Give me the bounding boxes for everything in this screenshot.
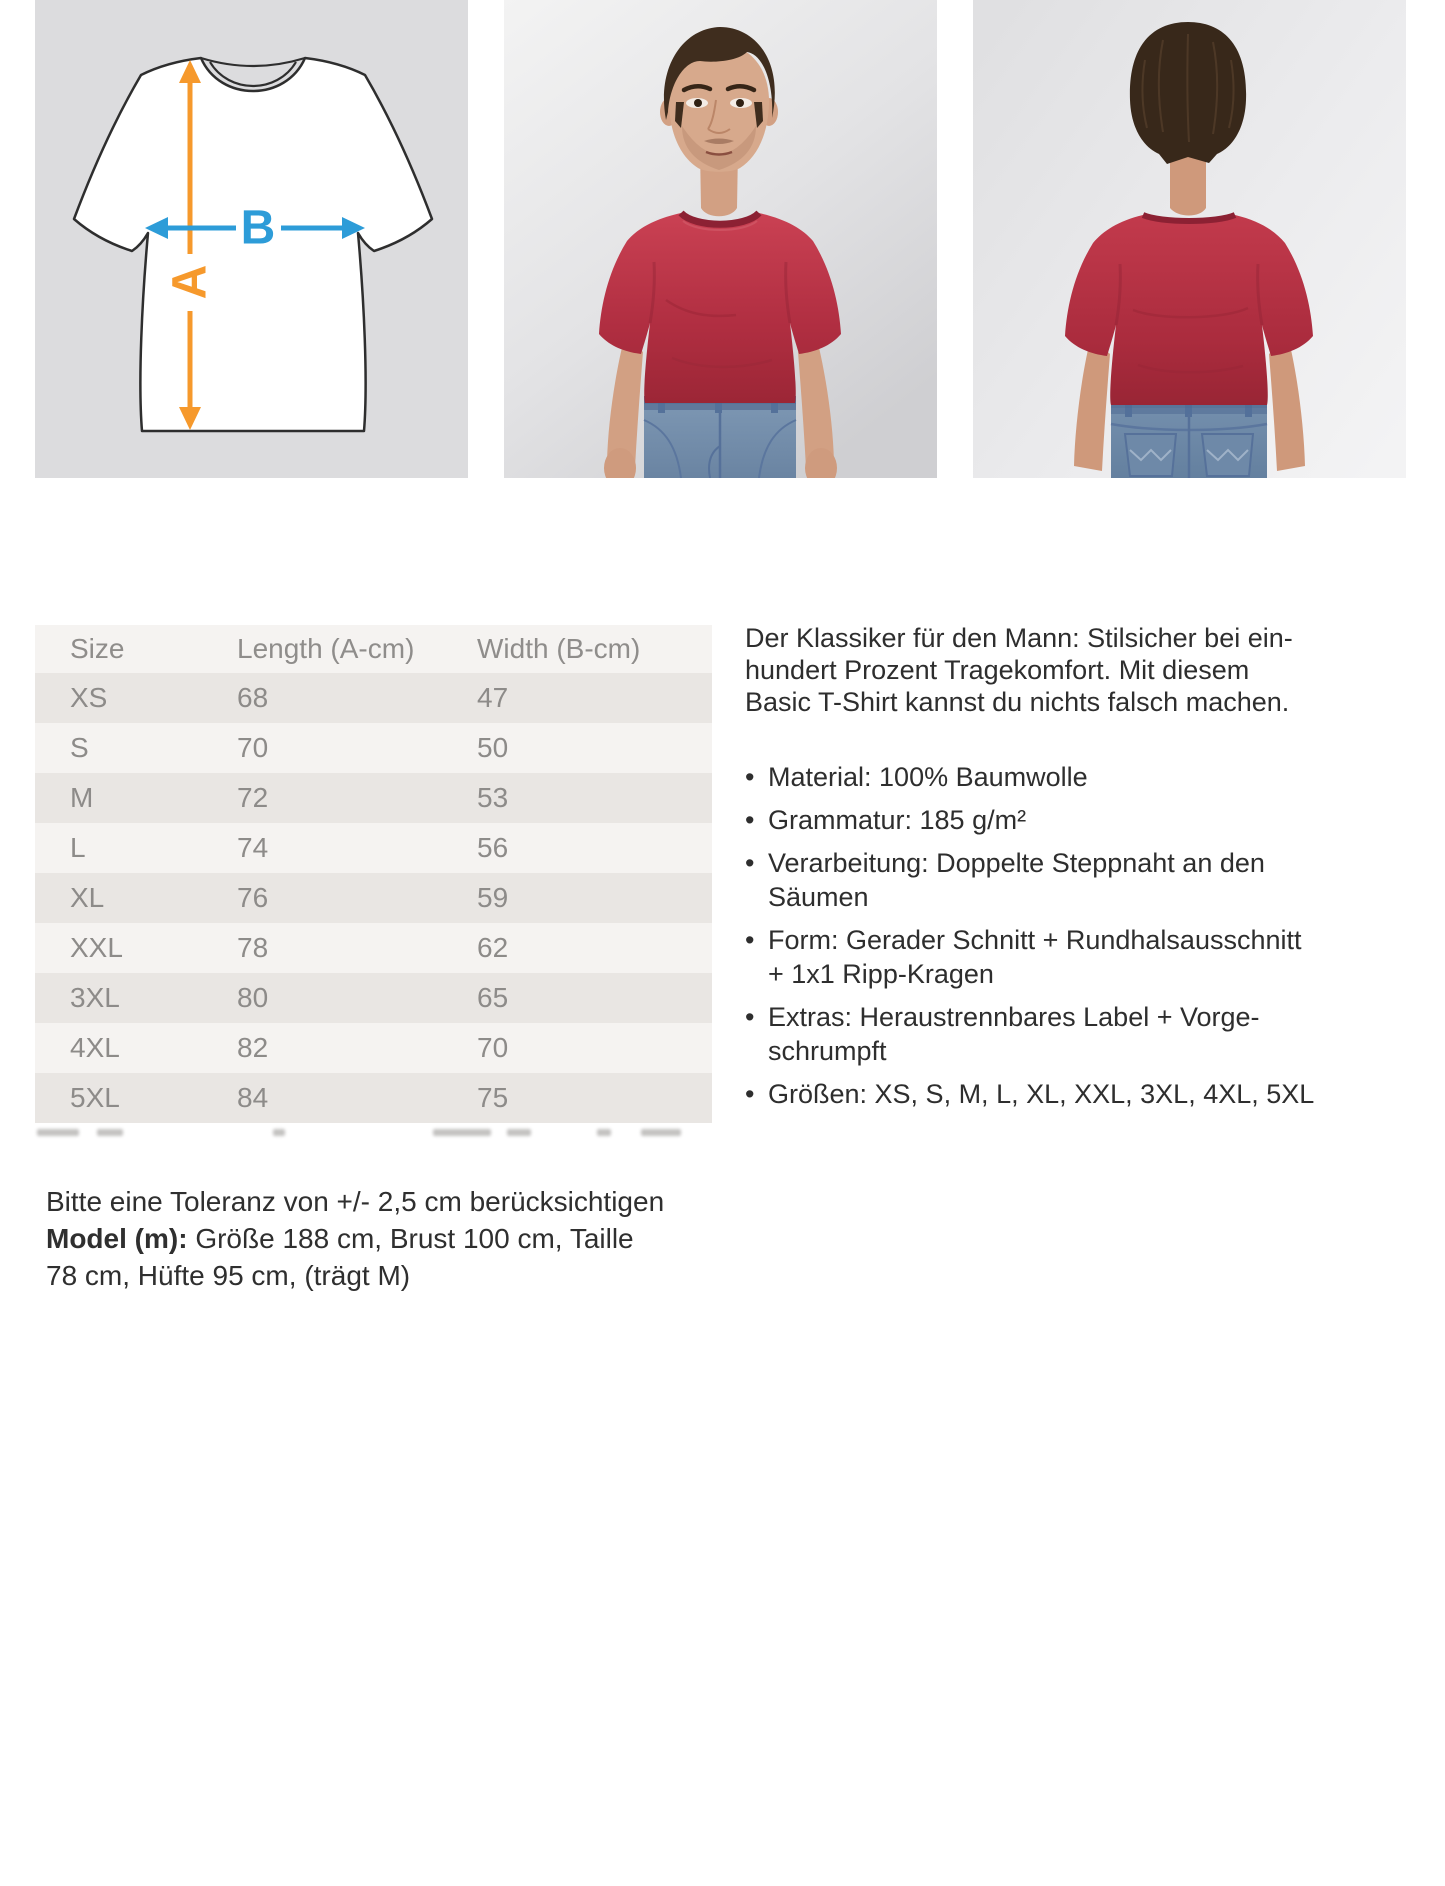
measurement-notes (46, 1183, 686, 1294)
table-row (35, 1023, 712, 1073)
feature-line: Säumen (768, 882, 869, 912)
model-front-photo (504, 0, 937, 478)
cell-width: 59 (477, 882, 509, 913)
cell-length: 74 (237, 832, 269, 863)
header-width: Width (B-cm) (477, 633, 641, 664)
size-table-body (35, 673, 712, 1123)
table-row (35, 823, 712, 873)
cell-size: M (70, 782, 94, 813)
tshirt-measure-diagram (35, 0, 468, 478)
cell-size: L (70, 832, 86, 863)
feature-grammatur (745, 803, 1365, 837)
model-info-text: Größe 188 cm, Brust 100 cm, Taille (195, 1223, 634, 1254)
header-size: Size (70, 633, 125, 664)
feature-line: • Größen: XS, S, M, L, XL, XXL, 3XL, 4XL, 5XL (768, 1079, 1315, 1109)
cell-length: 82 (237, 1032, 269, 1063)
cell-width: 62 (477, 932, 509, 963)
cell-size: XS (70, 682, 108, 713)
feature-groessen (745, 1077, 1365, 1111)
size-diagram-image (35, 0, 468, 478)
feature-line: • Grammatur: 185 g/m² (768, 805, 1027, 835)
label-b: B (240, 201, 276, 255)
description-intro (745, 622, 1365, 718)
cell-size: XXL (70, 932, 123, 963)
cell-width: 70 (477, 1032, 509, 1063)
model-info-line1 (46, 1220, 686, 1257)
model-info-line2: 78 cm, Hüfte 95 cm, (trägt M) (46, 1260, 411, 1291)
model-back-illustration (973, 0, 1406, 478)
cell-length: 72 (237, 782, 269, 813)
cell-length: 76 (237, 882, 269, 913)
tolerance-note: Bitte eine Toleranz von +/- 2,5 cm berücksichtigen (46, 1186, 665, 1217)
size-table (35, 625, 712, 1123)
cell-length: 70 (237, 732, 269, 763)
cell-length: 68 (237, 682, 269, 713)
feature-material (745, 760, 1365, 794)
table-row (35, 673, 712, 723)
table-cropped-row (35, 1127, 712, 1141)
cell-width: 75 (477, 1082, 509, 1113)
product-feature-list (745, 760, 1365, 1111)
cell-width: 47 (477, 682, 509, 713)
cell-size: XL (70, 882, 105, 913)
cell-length: 80 (237, 982, 269, 1013)
cell-width: 65 (477, 982, 509, 1013)
feature-line: • Material: 100% Baumwolle (768, 762, 1088, 792)
model-front-illustration (504, 0, 937, 478)
cell-size: S (70, 732, 89, 763)
cell-size: 4XL (70, 1032, 120, 1063)
cell-width: 53 (477, 782, 509, 813)
model-label: Model (m): (46, 1223, 188, 1254)
cell-size: 5XL (70, 1082, 120, 1113)
intro-line: hundert Prozent Tragekomfort. Mit diesem (745, 655, 1250, 685)
cell-size: 3XL (70, 982, 120, 1013)
header-length: Length (A-cm) (237, 633, 415, 664)
size-table-header (35, 625, 712, 673)
cell-length: 78 (237, 932, 269, 963)
cell-width: 56 (477, 832, 509, 863)
product-image-row (35, 0, 1406, 478)
table-row (35, 1073, 712, 1123)
feature-verarbeitung (745, 846, 1365, 914)
table-row (35, 773, 712, 823)
cell-length: 84 (237, 1082, 269, 1113)
table-row (35, 873, 712, 923)
table-row (35, 973, 712, 1023)
product-description (745, 622, 1365, 1120)
model-back-photo (973, 0, 1406, 478)
feature-line: • Form: Gerader Schnitt + Rundhalsausschnitt (768, 925, 1302, 955)
feature-extras (745, 1000, 1365, 1068)
feature-line: + 1x1 Ripp-Kragen (768, 959, 994, 989)
feature-line: • Verarbeitung: Doppelte Steppnaht an den (768, 848, 1265, 878)
jeans-front (644, 396, 796, 478)
feature-form (745, 923, 1365, 991)
table-row (35, 923, 712, 973)
intro-line: Basic T-Shirt kannst du nichts falsch machen. (745, 687, 1290, 717)
label-a: A (163, 264, 217, 300)
cell-width: 50 (477, 732, 509, 763)
intro-line: Der Klassiker für den Mann: Stilsicher bei ein- (745, 623, 1293, 653)
feature-line: schrumpft (768, 1036, 887, 1066)
table-row (35, 723, 712, 773)
jeans-back (1111, 400, 1267, 478)
feature-line: • Extras: Heraustrennbares Label + Vorge- (768, 1002, 1260, 1032)
